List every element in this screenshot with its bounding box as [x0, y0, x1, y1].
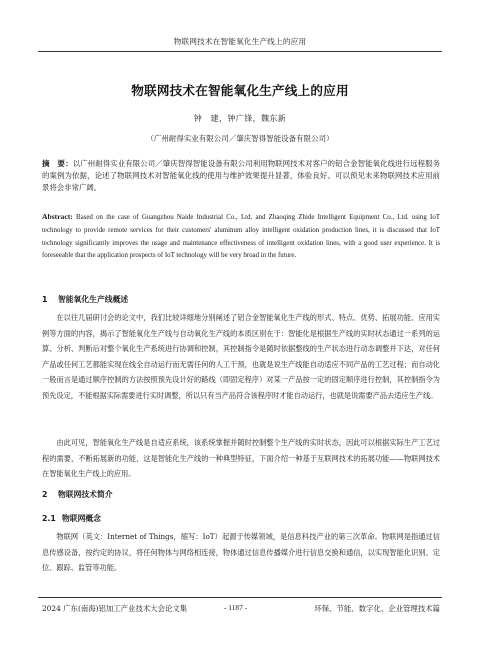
- section-number: 2: [42, 490, 48, 499]
- page-number: - 1187 -: [224, 603, 248, 612]
- section-title: 物联网技术简介: [58, 490, 113, 499]
- section-1-paragraph-2: 由此可见，智能氧化生产线是自适应系统，该系统掌握并随时控制整个生产线的实时状态，因此可以根据实际生产工艺过程的需要，不断拓展新的功能，这是智能化生产线的一种典型特征，下面介绍一种基于互联网技术的拓展功能——物联网技术在智能氧化生产线上的应用。: [42, 438, 440, 479]
- section-number: 1: [42, 295, 48, 304]
- section-heading-1: [42, 294, 128, 305]
- footer-rule: [38, 597, 442, 598]
- page-footer: [42, 603, 440, 615]
- footer-section: 环保、节能、数字化、企业管理技术篇: [314, 604, 440, 613]
- paper-title: 物联网技术在智能氧化生产线上的应用: [131, 83, 349, 98]
- abstract-zh-label: 摘 要：: [42, 159, 73, 168]
- abstract-en: [42, 211, 440, 263]
- section-title: 智能氧化生产线概述: [58, 295, 129, 304]
- affiliation: （广州耐得实业有限公司／肇庆智得智能设备有限公司）: [146, 134, 334, 143]
- header-rule: [38, 51, 442, 52]
- section-heading-2: [42, 489, 113, 500]
- running-head: 物联网技术在智能氧化生产线上的应用: [173, 37, 307, 46]
- section-2-1-paragraph-1: 物联网（英文：Internet of Things，缩写：IoT）起源于传媒领域，是信息科技产业的第三次革命。物联网是指通过信息传感设备，按约定的协议，将任何物体与网络相连接，物体通过信息传播媒介进行信息交换和通信，以实现智能化识别、定位、跟踪、监管等功能。: [42, 532, 440, 573]
- authors: 钟 建，钟广锋，魏东新: [193, 114, 287, 123]
- section-heading-2-1: [42, 513, 101, 524]
- footer-proceedings: 2024 广东(南海)铝加工产业技术大会论文集: [42, 604, 188, 613]
- section-number: 2.1: [42, 514, 56, 523]
- abstract-en-text: Based on the case of Guangzhou Naide Industrial Co., Ltd. and Zhaoqing Zhide Intelligent Equipment Co., Ltd. using IoT technology to provide remote services for their customers' aluminum alloy intelligent oxidation production lines, it is discussed that IoT technology significantly improves the usage and maintenance effectiveness of intelligent oxidation lines, with a good user experience. It is foreseeable that the application prospects of IoT technology will be very broad in the future.: [42, 214, 440, 260]
- abstract-en-label: Abstract:: [42, 212, 73, 221]
- section-title: 物联网概念: [62, 514, 101, 523]
- abstract-zh: [42, 158, 440, 194]
- abstract-zh-text: 以广州耐得实业有限公司／肇庆智得智能设备有限公司利用物联网技术对客户的铝合金智能氧化线进行远程服务的案例为依据，论述了物联网技术对智能氧化线的使用与维护效果提升显著，体验良好。可以预见未来物联网技术应用前景将会非常广阔。: [42, 159, 440, 193]
- section-1-paragraph-1: 在以往几届研讨会的论文中，我们比较详细地分别阐述了铝合金智能氧化生产线的形式、特点、优势、拓展功能、应用实例等方面的内容，揭示了智能氧化生产线与自动氧化生产线的本质区别在于：智能化是根据生产线的实时状态通过一系列的运算、分析、判断后对整个氧化生产系统进行协调和控制，其控制指令是随时依据整线的生产状态进行动态调整并下达，对任何产品或任何工艺都能实现在线全自动运行而无需任何的人工干预，也就是说生产线能自动适应不同产品的工艺过程；而自动化一般而言是通过顺序控制的方法按照预先设计好的路线（即固定程序）对某一产品按一定的固定顺序进行控制，其控制指令为预先设定，不能根据实际需要进行实时调整，所以只有当产品符合该程序时才能自动运行，也就是说需要产品去适应生产线。: [42, 313, 440, 400]
